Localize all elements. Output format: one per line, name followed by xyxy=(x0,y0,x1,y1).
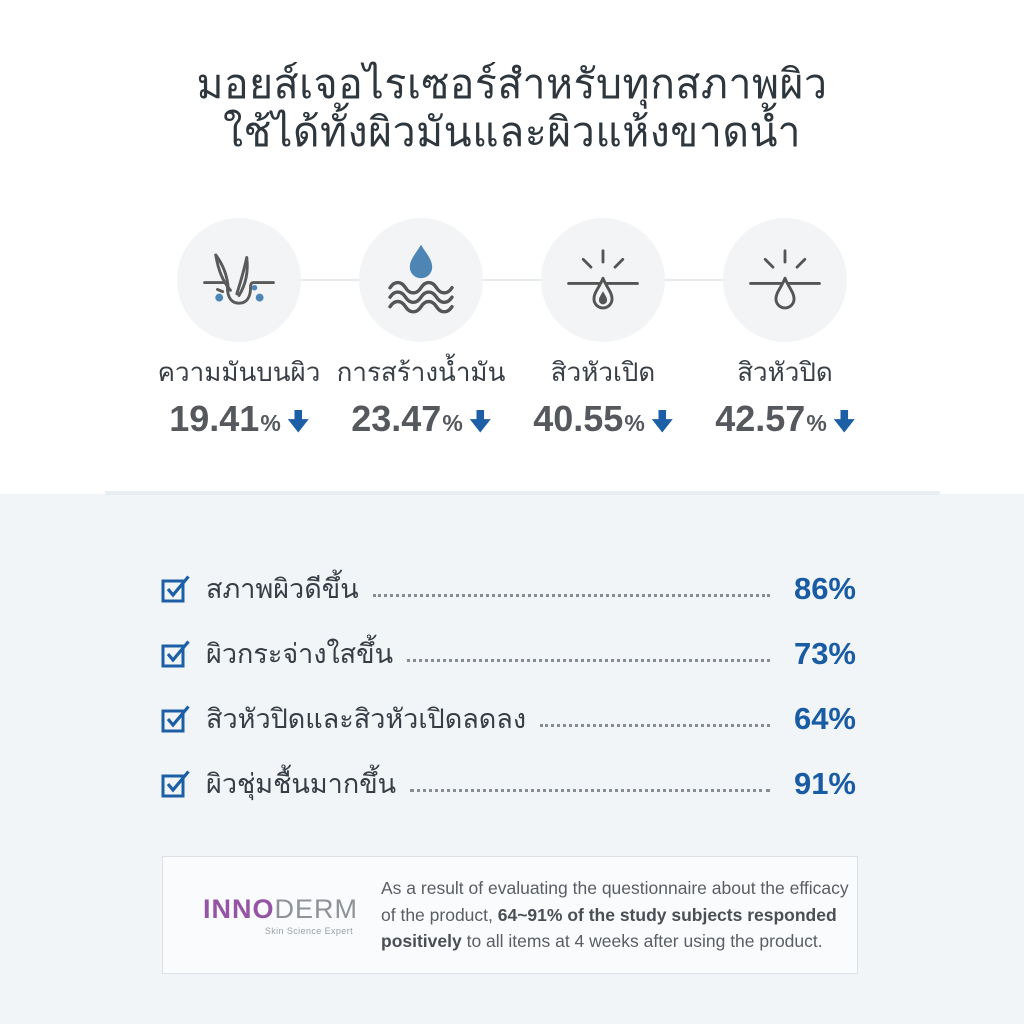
survey-item-label: สิวหัวปิดและสิวหัวเปิดลดลง xyxy=(206,704,527,734)
survey-row xyxy=(160,751,856,816)
checkbox-checked-icon xyxy=(160,638,191,669)
dotted-leader xyxy=(540,723,770,727)
checkbox-checked-icon xyxy=(160,703,191,734)
stat-closed-comedone xyxy=(694,352,876,440)
survey-item-label: ผิวชุ่มชื้นมากขึ้น xyxy=(206,769,397,799)
stat-unit: % xyxy=(624,410,645,436)
survey-row xyxy=(160,621,856,686)
stat-open-comedone xyxy=(512,352,694,440)
closed-comedone-icon xyxy=(723,218,847,342)
logo-wordmark xyxy=(203,894,358,925)
page-title xyxy=(0,60,1024,157)
survey-row xyxy=(160,686,856,751)
stat-number: 19.41 xyxy=(169,398,260,439)
survey-item-label: ผิวกระจ่างใสขึ้น xyxy=(206,639,394,669)
stat-number: 23.47 xyxy=(351,398,442,439)
down-arrow-icon xyxy=(652,410,673,433)
stat-sebum xyxy=(148,352,330,440)
stats-row xyxy=(148,352,876,440)
stat-number: 42.57 xyxy=(715,398,806,439)
open-comedone-icon xyxy=(541,218,665,342)
stat-value xyxy=(330,398,512,440)
page-title-line1: มอยส์เจอไรเซอร์สำหรับทุกสภาพผิว xyxy=(196,61,828,107)
stat-unit: % xyxy=(442,410,463,436)
section-top-edge xyxy=(105,491,940,495)
logo-derm: DERM xyxy=(274,894,358,924)
stat-oil-production xyxy=(330,352,512,440)
stat-value xyxy=(694,398,876,440)
checkbox-checked-icon xyxy=(160,573,191,604)
survey-item-value: 73% xyxy=(793,635,856,671)
note-text-regular: to all items at 4 weeks after using the product. xyxy=(461,931,823,952)
innoderm-logo xyxy=(203,894,358,936)
down-arrow-icon xyxy=(288,410,309,433)
stat-value xyxy=(148,398,330,440)
survey-list xyxy=(160,556,856,816)
note-text-bold: 64~91% of the study subjects responded positively xyxy=(381,904,837,952)
survey-item-label: สภาพผิวดีขึ้น xyxy=(206,574,359,604)
survey-row xyxy=(160,556,856,621)
down-arrow-icon xyxy=(834,410,855,433)
survey-item-value: 64% xyxy=(793,700,856,736)
survey-item-value: 91% xyxy=(793,765,856,801)
logo-tagline: Skin Science Expert xyxy=(264,926,353,936)
sebum-follicle-icon xyxy=(177,218,301,342)
logo-inno: INNO xyxy=(203,894,275,924)
note-text-regular: As a result of evaluating the questionnaire about the efficacy of the product, xyxy=(381,878,849,925)
oil-production-icon xyxy=(359,218,483,342)
stat-unit: % xyxy=(260,410,281,436)
study-note-text xyxy=(381,875,857,955)
stat-number: 40.55 xyxy=(533,398,624,439)
dotted-leader xyxy=(407,658,770,662)
checkbox-checked-icon xyxy=(160,768,191,799)
down-arrow-icon xyxy=(470,410,491,433)
icons-row xyxy=(177,218,847,342)
survey-section xyxy=(0,494,1024,1024)
dotted-leader xyxy=(373,593,770,597)
page-title-line2: ใช้ได้ทั้งผิวมันและผิวแห้งขาดน้ำ xyxy=(222,109,802,156)
dotted-leader xyxy=(410,788,770,792)
stat-value xyxy=(512,398,694,440)
stat-label: สิวหัวปิด xyxy=(737,357,833,387)
study-note-box xyxy=(162,856,858,974)
stat-label: สิวหัวเปิด xyxy=(550,357,656,387)
stat-unit: % xyxy=(806,410,827,436)
stat-label: การสร้างน้ำมัน xyxy=(336,357,506,387)
survey-item-value: 86% xyxy=(793,570,856,606)
stat-label: ความมันบนผิว xyxy=(157,357,321,387)
